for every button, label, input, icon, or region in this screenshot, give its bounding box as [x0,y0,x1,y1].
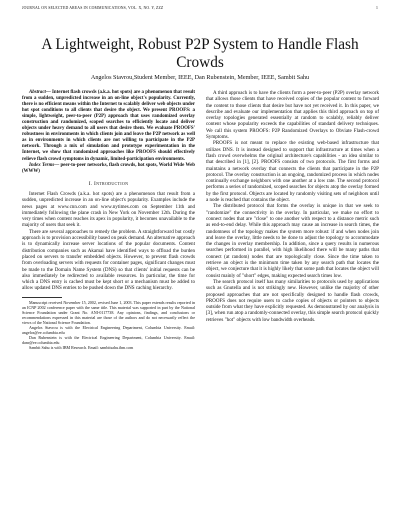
intro-paragraph: Internet Flash Crowds (a.k.a. hot spots) are a phenomenon that result from a sudden, unpredicted increase in an on-line object's popularity. Examples include the news pages at www.cnn.com and www.nytimes.com on September 11th and immediately following the plane crash in New York on November 12th. During the very times when content reaches its apex in popularity, it becomes unavailable to the majority of users that seek it. [22,190,195,229]
author-line: Angelos Stavrou,Student Member, IEEE, Dan Rubenstein, Member, IEEE, Sambit Sahu [90,74,310,81]
body-paragraph: PROOFS is not meant to replace the existing web-based infrastructure that utilizes DNS. It is instead designed to support that infrastructure at times when a flash crowd overwhelms the original architecture's capabilities - an idea similar to that described in [1], [2]. PROOFS consists of two protocols. The first forms and maintains a network overlay that connects the clients that participate in the P2P protocol. The overlay construction is an ongoing, randomized process in which nodes continually exchange neighbors with one another at a low rate. The second protocol performs a series of randomized, scoped searches for objects atop the overlay formed by the first protocol. Objects are located by randomly visiting sets of neighbors until a node is reached that contains the object. [206,140,379,204]
body-paragraph: The search protocol itself has many similarities to protocols used by applications such as Gnutella and is not strikingly new. However, unlike the majority of other proposed approaches that are not specifically designed to handle flash crowds, PROOFS does not require users to cache copies of objects or pointers to objects outside from what they have explicitly requested. As demonstrated by our analysis in [3], when run atop a randomly-connected overlay, this simple search protocol quickly retrieves "hot" objects with low bandwidth overheads. [206,278,379,323]
index-terms [22,163,195,175]
abstract-text: — Internet flash crowds (a.k.a. hot spots) are a phenomenon that result from a sudden, unpredicted increase in an on-line object's popularity. Currently, there is no efficient means within the Internet to scalably deliver web objects under hot spot conditions to all clients that desire the object. We present PROOFS: a simple, lightweight, peer-to-peer (P2P) approach that uses randomized overlay construction and randomized, scoped searches to efficiently locate and deliver objects under heavy demand to all users that desire them. We evaluate PROOFS' robustness in environments in which clients join and leave the P2P network as well as in environments in which clients are not willing to participate in the P2P network. Through a mix of simulation and prototype experimentation in the Internet, we show that randomized approaches like PROOFS should effectively relieve flash crowd symptoms in dynamic, limited-participation environments. [22,90,196,162]
running-header [22,6,378,14]
footnote: Manuscript received November 15, 2002, revised June 1, 2003. This paper extends results reported in an ICNP 2002 conference paper with the same title. This material was supported in part by the National Science Foundation under Grant No. ANI-0117738. Any opinions, findings, and conclusions or recommendations expressed in this material are those of the authors and do not necessarily reflect the views of the National Science Foundation. [22,299,195,325]
abstract [22,90,195,163]
section-heading-introduction: I. Introduction [88,180,129,187]
footnote: Sambit Sahu is with IBM Research. Email: sambitsahu.ibm.com [29,345,134,351]
body-paragraph: The distributed protocol that forms the overlay is unique in that we seek to "randomize" the connectivity in the overlay. In particular, we make no effort to connect nodes that are "close" to one another with respect to a distance metric such as end-to-end delay. While this approach may cause an increase in search times, the randomness of the topology makes the system more robust: if and when nodes join and leave the overlay, little needs to be done to adjust the topology to accommodate the changes in overlay membership. In addition, since a query results in numerous searches performed in parallel, with high likelihood there will be many paths that connect (at random) nodes that are topologically close. Since the time taken to retrieve an object is the minimum time taken by any search path that locates the object, we conjecture that it is highly likely that some path that locates the object will consist mainly of "short" edges, making expected search times low. [206,203,379,279]
intro-paragraph: There are several approaches to remedy the problem. A straightforward but costly approach is to provision accessibility based on peak demand. An alternative approach is to dynamically increase server locations of the popular documents. Content distribution companies such as Akamai have identified ways to offload the burden placed on servers to transfer embedded objects. However, to prevent flash crowds from overloading servers with requests for container pages, significant changes must be made to the Domain Name System (DNS) so that clients' initial requests can be also immediately be redirected to available resources. In particular, the time for which a DNS entry is cached must be kept short or a mechanism must be added to allow updated DNS entries to be pushed down the DNS caching hierarchy. [22,228,195,292]
index-terms-text: — peer-to-peer networks, flash crowds, hot spots, World Wide Web (WWW) [22,162,195,174]
right-column [206,90,379,323]
page-number: 1 [375,6,378,10]
left-column [22,90,195,350]
footnote: Dan Rubenstein is with the Electrical Engineering Department, Columbia University. Email: danr@ee.columbia.edu [22,335,195,346]
paper-title: A Lightweight, Robust P2P System to Handle Flash Crowds [41,36,359,71]
footnote-rule [22,297,62,298]
index-terms-label: Index Terms [29,162,55,168]
footnote: Angelos Stavrou is with the Electrical Engineering Department, Columbia University. Email: angelos@ee.columbia.edu [22,324,195,335]
body-paragraph: A third approach is to have the clients form a peer-to-peer (P2P) overlay network that allows those clients that have received copies of the popular content to forward the content to those clients that desire but have not yet received it. In this paper, we describe and evaluate our implementation that applies this third approach on top of overlay topologies generated essentially at random to scalably, reliably deliver content whose popularity exceeds the capabilities of standard delivery techniques. We call this system PROOFS: P2P Randomized Overlays to Obviate Flash-crowd Symptoms. [206,90,379,141]
journal-name: JOURNAL ON SELECTED AREAS IN COMMUNICATIONS, VOL. X, NO. Y, ZZZ [22,6,164,10]
abstract-label: Abstract [29,90,46,95]
